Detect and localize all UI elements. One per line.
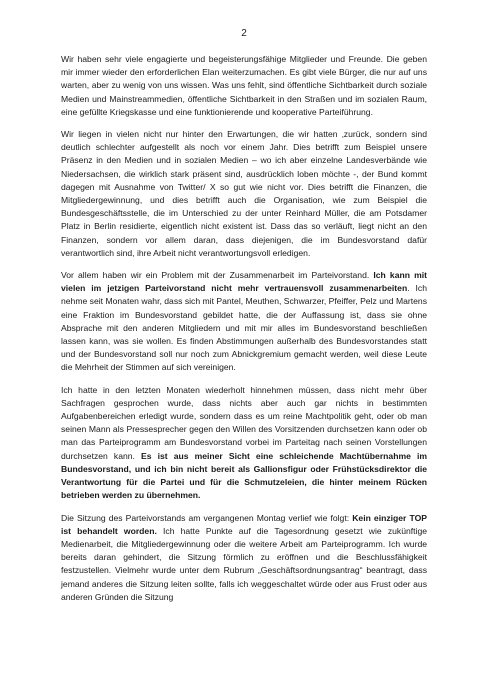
text-segment: Ich hatte Punkte auf die Tagesordnung gesetzt wie zukünftige Medienarbeit, die Mitgliedergewinnung oder die weitere Arbeit am Parteiprogramm. Ich wurde bereits daran gehindert, die Sitzung förmlich zu eröffnen und die Beschlussfähigkeit festzustellen. Vielmehr wurde unter dem Rubrum „Geschäftsordnungsantrag“ beantragt, dass jemand anderes die Sitzung leiten sollte, falls ich weggeschaltet würde oder aus Frust oder aus anderen Gründen die Sitzung bbox=[61, 525, 428, 602]
paragraph bbox=[61, 128, 427, 260]
text-segment: Die Sitzung des Parteivorstands am vergangenen Montag verlief wie folgt: bbox=[61, 512, 353, 523]
text-segment: Wir haben sehr viele engagierte und begeisterungsfähige Mitglieder und Freunde. Die geben mir immer wieder den erforderlichen Elan weiterzumachen. Es gibt viele Bürger, die nur auf uns warten, aber zu wenig von uns wissen. Was uns fehlt, sind öffentliche Sichtbarkeit durch soziale Medien und Mainstreammedien, öffentliche Sichtbarkeit in den Straßen und im sozialen Raum, eine gefüllte Kriegskasse und eine funktionierende und kooperative Parteiführung. bbox=[61, 54, 427, 117]
text-segment: Vor allem haben wir ein Problem mit der Zusammenarbeit im Parteivorstand. bbox=[61, 270, 374, 281]
text-segment: Wir liegen in vielen nicht nur hinter den Erwartungen, die wir hatten ‚zurück, sondern sind deutlich schlechter aufgestellt als noch vor einem Jahr. Dies betrifft zum Beispiel unsere Präsenz in den Medien und in sozialen Medien – wo ich aber einzelne Landesverbände wie Niedersachsen, die wirklich stark präsent sind, ausdrücklich loben möchte -, der Bund kommt dagegen mit Ausnahme von Twitter/ X so gut wie nicht vor. Dies betrifft die Finanzen, die Mitgliedergewinnung, und dies betrifft auch die Organisation, wie zum Beispiel die Bundesgeschäftsstelle, die im Unterschied zu der unter Reinhard Müller, die am Potsdamer Platz in Berlin residierte, eigentlich nicht existent ist. Dass das so verläuft, liegt nicht an den Finanzen, sondern vor allem daran, dass diejenigen, die im Bundesvorstand dafür verantwortlich sind, ihre Arbeit nicht verantwortungsvoll erledigen. bbox=[61, 129, 427, 258]
bold-text: Ich kann mit vielen im jetzigen Parteivorstand nicht mehr vertrauensvoll zusammenarbeiten bbox=[61, 270, 428, 294]
paragraph bbox=[61, 269, 427, 375]
document-body bbox=[61, 53, 427, 604]
bold-text: Kein einziger TOP ist behandelt worden. bbox=[61, 512, 427, 536]
page-number: 2 bbox=[241, 28, 247, 39]
text-segment: Ich hatte in den letzten Monaten wiederholt hinnehmen müssen, dass nicht mehr über Sachfragen gesprochen wurde, dass nichts aber auch gar nichts in bestimmten Aufgabenbereichen erledigt wurde, sondern dass es um reine Machtpolitik geht, oder ob man seinen Mann als Pressesprecher gegen den Willen des Vorsitzenden durchsetzen kann oder ob man das Parteiprogramm am Bundesvorstand vorbei im Parteitag nach seinen Vorstellungen durchsetzen kann. bbox=[61, 384, 427, 461]
paragraph bbox=[61, 384, 427, 503]
paragraph bbox=[61, 53, 427, 119]
text-segment: . Ich nehme seit Monaten wahr, dass sich mit Pantel, Meuthen, Schwarzer, Pfeiffer, Pelz und Martens eine Fraktion im Bundesvorstand gebildet hatte, die der Auffassung ist, dass sie ohne Absprache mit den anderen Mitgliedern und mit mir alles im Bundesvorstand beschließen lassen kann, was sie wollen. Es finden Abstimmungen außerhalb des Bundesvorstandes statt und der Bundesvorstand soll nur noch zum Abnickgremium gemacht werden, weil diese Leute die Mehrheit der Stimmen auf sich vereinigen. bbox=[61, 283, 427, 373]
paragraph bbox=[61, 512, 427, 604]
bold-text: Es ist aus meiner Sicht eine schleichende Machtübernahme im Bundesvorstand, und ich bin nicht bereit als Gallionsfigur oder Frühstücksdirektor die Verantwortung für die Partei und für die Schmutzeleien, die hinter meinem Rücken betrieben werden zu übernehmen. bbox=[61, 450, 427, 501]
